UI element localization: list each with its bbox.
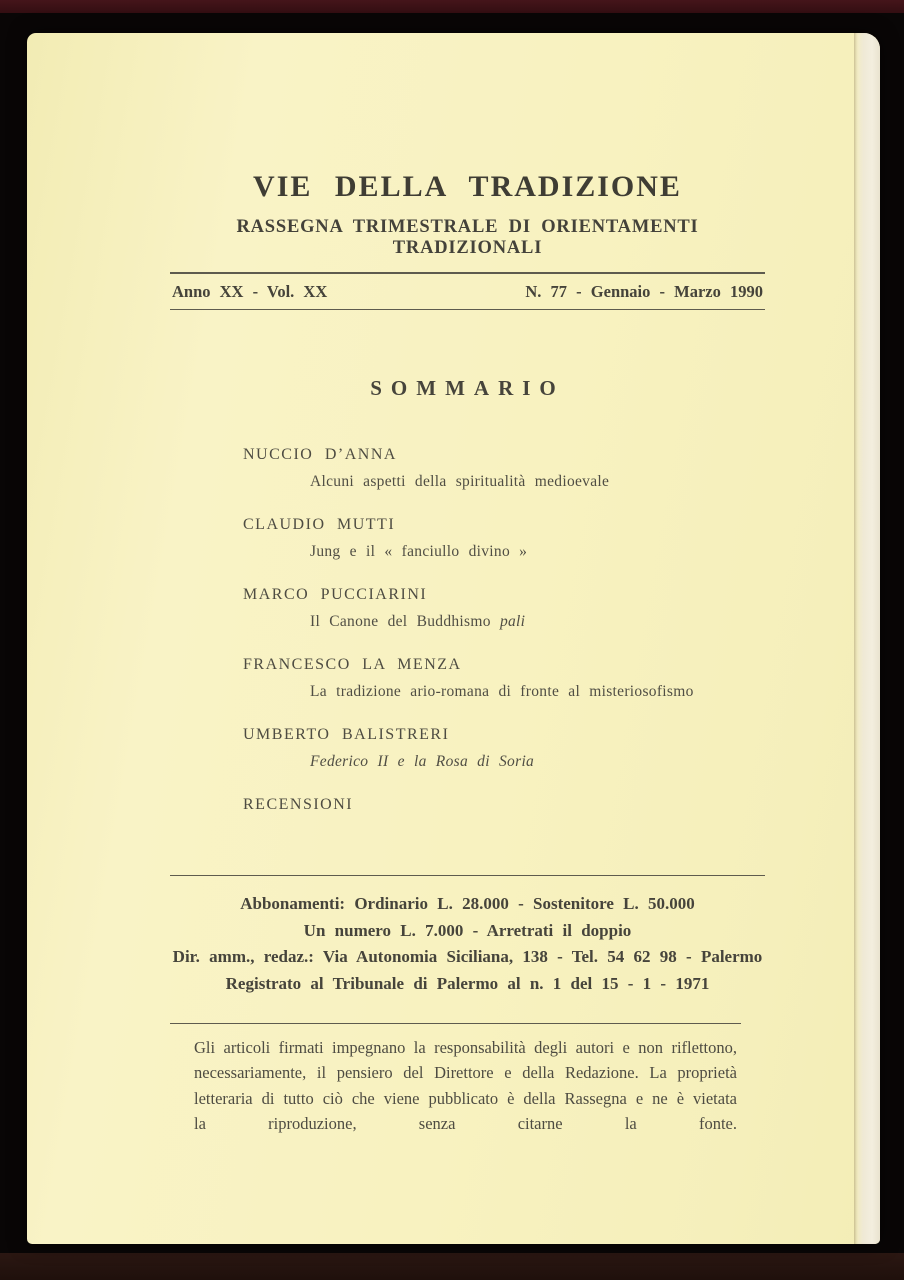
disclaimer-paragraph: Gli articoli firmati impegnano la responsabilità degli autori e non riflettono, necessariamente, il pensiero del Direttore e della Redazione. La proprietà letteraria di tutto ciò che viene pubblicato è della Rassegna e ne è vietata la riproduzione, senza citarne la fonte. [194, 1038, 737, 1133]
toc-item [170, 445, 765, 492]
toc-title-italic-text: Federico II e la Rosa di Soria [310, 753, 535, 770]
toc-author: MARCO PUCCIARINI [243, 586, 428, 603]
toc-author: NUCCIO D’ANNA [243, 446, 397, 463]
toc-title [310, 472, 765, 492]
journal-subtitle: RASSEGNA TRIMESTRALE DI ORIENTAMENTI TRADIZIONALI [236, 217, 699, 258]
toc-author: UMBERTO BALISTRERI [243, 726, 450, 743]
toc-item [170, 585, 765, 632]
toc-author: FRANCESCO LA MENZA [243, 656, 462, 673]
edition-row [170, 274, 765, 309]
imprint-single-issue: Un numero L. 7.000 - Arretrati il doppio [303, 920, 632, 940]
edition-volume: Anno XX - Vol. XX [172, 282, 328, 301]
toc-list [170, 445, 765, 815]
toc-title [310, 682, 765, 702]
imprint-address: Dir. amm., redaz.: Via Autonomia Siciliana, 138 - Tel. 54 62 98 - Palermo [172, 947, 763, 966]
scanner-bottom-band [0, 1253, 904, 1280]
toc-title [310, 542, 765, 562]
journal-cover-page [27, 33, 880, 1244]
imprint-block [170, 891, 765, 997]
toc-item [170, 515, 765, 562]
imprint-registration: Registrato al Tribunale di Palermo al n. 1 del 15 - 1 - 1971 [225, 973, 710, 993]
journal-title: VIE DELLA TRADIZIONE [253, 170, 682, 203]
toc-title-text: Alcuni aspetti della spiritualità medioevale [310, 473, 610, 490]
toc-title-text: La tradizione ario-romana di fronte al misteriosofismo [310, 683, 694, 700]
toc-title-italic-text: pali [499, 613, 526, 630]
toc-item [170, 655, 765, 702]
toc-item [170, 725, 765, 772]
toc-title-text: Il Canone del Buddhismo [310, 613, 491, 630]
toc-title [310, 752, 765, 772]
paper-fore-edge [854, 33, 880, 1244]
edition-issue-date: N. 77 - Gennaio - Marzo 1990 [525, 282, 763, 301]
page-content [170, 33, 765, 1136]
toc-author: RECENSIONI [243, 796, 354, 813]
imprint-rule [170, 875, 765, 876]
disclaimer-rule [170, 1023, 741, 1024]
toc-title [310, 612, 765, 632]
scanner-top-band [0, 0, 904, 13]
table-of-contents-heading: SOMMARIO [370, 376, 565, 400]
imprint-subscriptions: Abbonamenti: Ordinario L. 28.000 - Sostenitore L. 50.000 [240, 894, 695, 913]
toc-author: CLAUDIO MUTTI [243, 516, 396, 533]
toc-title-text: Jung e il « fanciullo divino » [310, 543, 528, 560]
toc-item [170, 795, 765, 815]
masthead-rule-bottom [170, 309, 765, 310]
